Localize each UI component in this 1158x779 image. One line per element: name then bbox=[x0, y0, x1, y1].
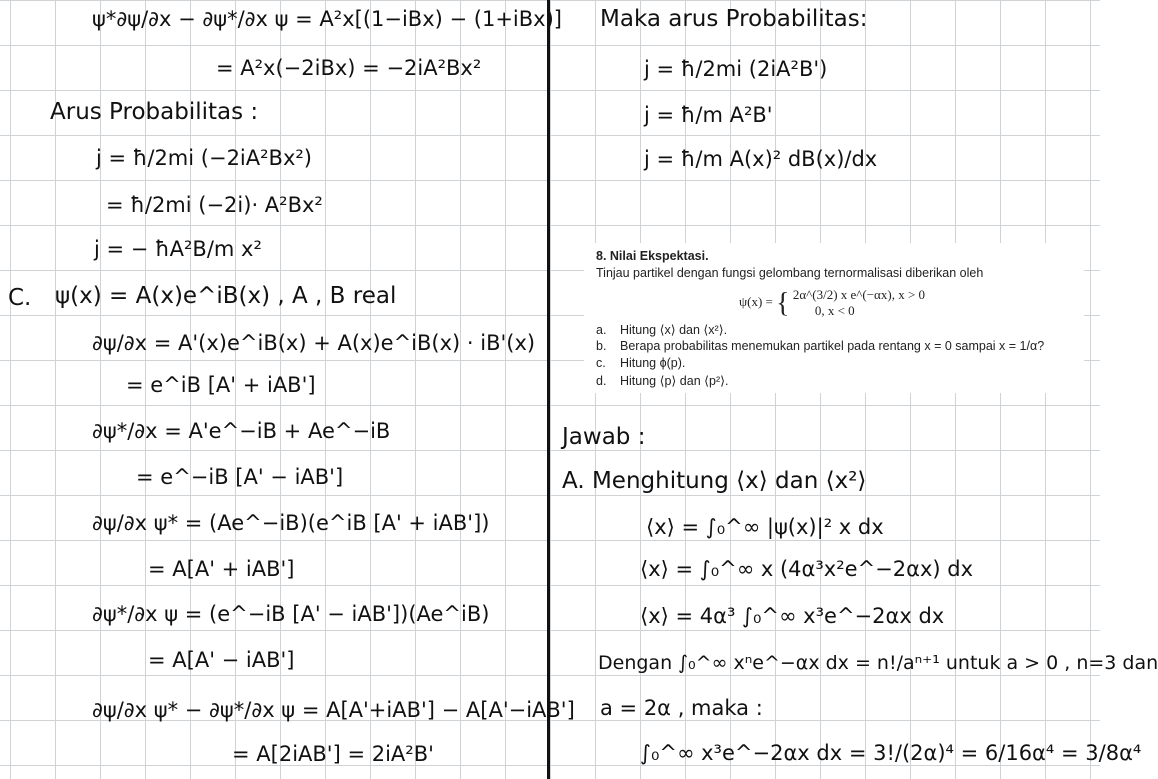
equation-line: ⟨x⟩ = 4α³ ∫₀^∞ x³e^−2αx dx bbox=[640, 604, 945, 628]
equation-line: ψ*∂ψ/∂x − ∂ψ*/∂x ψ = A²x[(1−iBx) − (1+iBx)] bbox=[92, 7, 562, 31]
item-text: Hitung ϕ(p). bbox=[620, 356, 686, 370]
equation-line: = e^iB [A' + iAB'] bbox=[126, 373, 316, 397]
equation-line: j = ħ/m A(x)² dB(x)/dx bbox=[644, 147, 878, 171]
column-divider bbox=[547, 0, 550, 779]
equation-line: = A²x(−2iBx) = −2iA²Bx² bbox=[216, 56, 482, 80]
equation-line: ∂ψ*/∂x ψ = (e^−iB [A' − iAB'])(Ae^iB) bbox=[92, 602, 490, 626]
equation-line: j = ħ/2mi (2iA²B') bbox=[644, 57, 828, 81]
problem-item bbox=[596, 322, 727, 337]
item-text: Berapa probabilitas menemukan partikel pada rentang x = 0 sampai x = 1/α? bbox=[620, 339, 1045, 353]
problem-intro: Tinjau partikel dengan fungsi gelombang ternormalisasi diberikan oleh bbox=[596, 266, 984, 280]
equation-line: ⟨x⟩ = ∫₀^∞ x (4α³x²e^−2αx) dx bbox=[640, 557, 974, 581]
answer-heading: Jawab : bbox=[562, 424, 646, 450]
problem-title: 8. Nilai Ekspektasi. bbox=[596, 249, 709, 263]
equation-line: = A[A' + iAB'] bbox=[148, 557, 295, 581]
equation-line: = A[2iAB'] = 2iA²B' bbox=[232, 742, 434, 766]
problem-item bbox=[596, 356, 685, 370]
equation-line: j = ħ/m A²B' bbox=[644, 103, 773, 127]
equation-line: ψ(x) = A(x)e^iB(x) , A , B real bbox=[55, 283, 397, 309]
equation-line: = e^−iB [A' − iAB'] bbox=[136, 465, 344, 489]
equation-line: a = 2α , maka : bbox=[600, 696, 763, 720]
equation-line: ∂ψ/∂x = A'(x)e^iB(x) + A(x)e^iB(x) · iB'(x) bbox=[92, 331, 536, 355]
equation-line: ∫₀^∞ x³e^−2αx dx = 3!/(2α)⁴ = 6/16α⁴ = 3/8α⁴ bbox=[640, 741, 1142, 765]
case-negative: 0, x < 0 bbox=[814, 303, 855, 318]
equation-line: ∂ψ/∂x ψ* = (Ae^−iB)(e^iB [A' + iAB']) bbox=[92, 511, 490, 535]
equation-line: = A[A' − iAB'] bbox=[148, 648, 295, 672]
equation-line: = ħ/2mi (−2i)· A²Bx² bbox=[106, 193, 323, 217]
problem-item bbox=[596, 339, 1044, 353]
item-label: a. bbox=[596, 323, 607, 337]
part-label: C. bbox=[8, 285, 32, 311]
equation-line: ⟨x⟩ = ∫₀^∞ |ψ(x)|² x dx bbox=[646, 515, 884, 539]
wavefunction-lhs: ψ(x) = bbox=[739, 293, 773, 309]
wavefunction-definition bbox=[739, 287, 925, 319]
problem-item bbox=[596, 373, 728, 388]
item-text: Hitung ⟨p⟩ dan ⟨p²⟩. bbox=[620, 374, 729, 388]
section-heading: Maka arus Probabilitas: bbox=[600, 6, 868, 32]
cases bbox=[793, 287, 925, 319]
item-label: d. bbox=[596, 374, 607, 388]
item-text: Hitung ⟨x⟩ dan ⟨x²⟩. bbox=[620, 323, 728, 337]
problem-statement bbox=[584, 243, 1084, 393]
equation-line: Dengan ∫₀^∞ xⁿe^−αx dx = n!/aⁿ⁺¹ untuk a > 0 , n=3 dan bbox=[598, 652, 1158, 674]
section-heading: Arus Probabilitas : bbox=[50, 99, 259, 125]
brace-symbol: { bbox=[776, 287, 790, 319]
item-label: b. bbox=[596, 339, 607, 353]
equation-line: j = ħ/2mi (−2iA²Bx²) bbox=[96, 146, 312, 170]
equation-line: ∂ψ*/∂x = A'e^−iB + Ae^−iB bbox=[92, 419, 391, 443]
subsection-heading: A. Menghitung ⟨x⟩ dan ⟨x²⟩ bbox=[562, 468, 867, 494]
item-label: c. bbox=[596, 356, 606, 370]
case-positive: 2α^(3/2) x e^(−αx), x > 0 bbox=[792, 287, 926, 302]
equation-line: j = − ħA²B/m x² bbox=[94, 237, 262, 261]
equation-line: ∂ψ/∂x ψ* − ∂ψ*/∂x ψ = A[A'+iAB'] − A[A'−iAB'] bbox=[92, 698, 575, 722]
